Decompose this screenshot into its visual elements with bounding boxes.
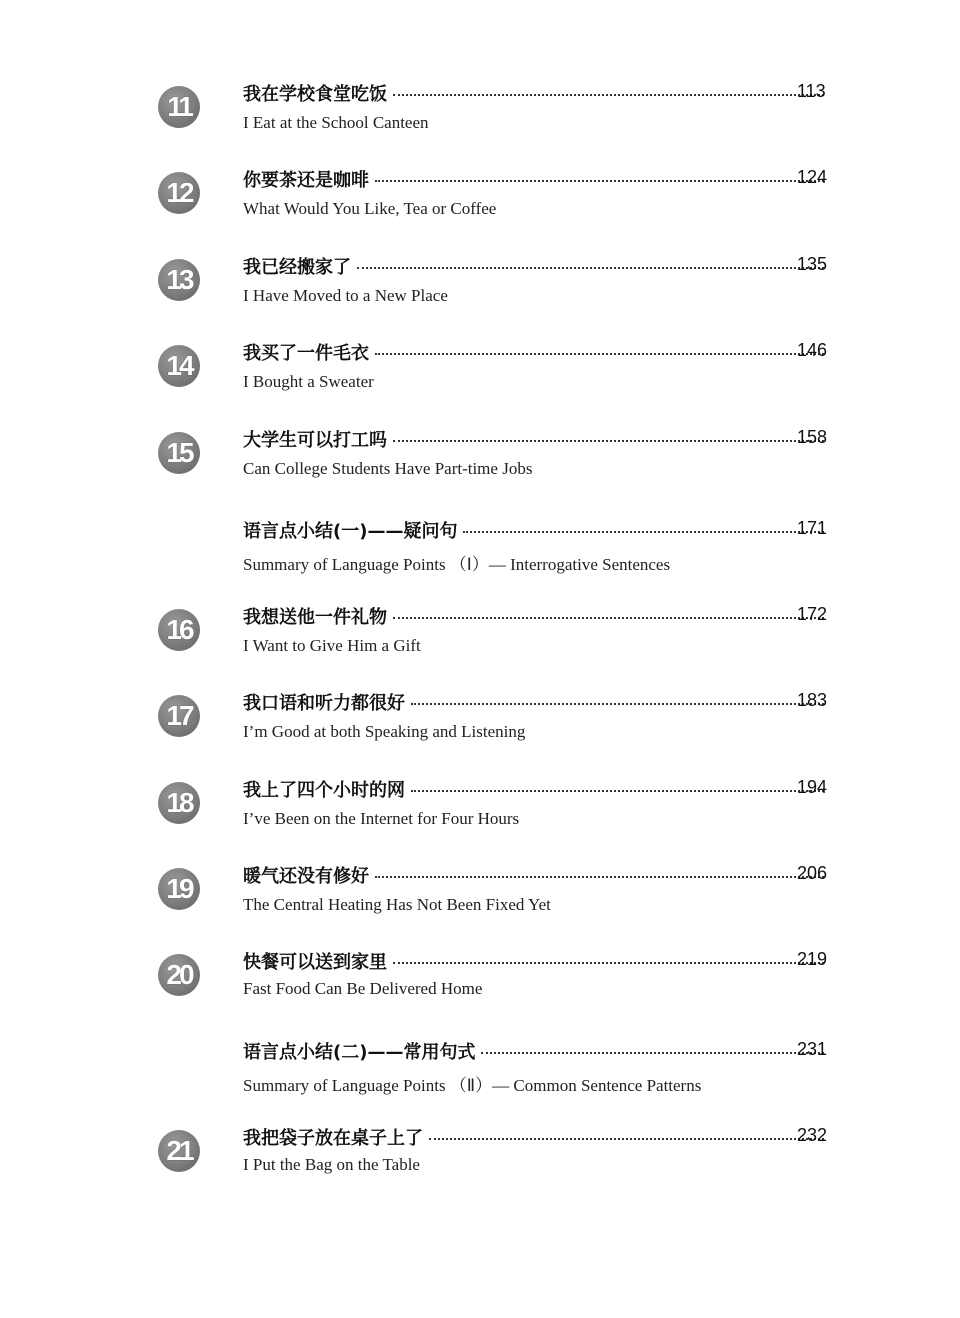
english-title: I Put the Bag on the Table: [243, 1155, 420, 1174]
toc-entry-lesson-21[interactable]: [0, 1124, 960, 1194]
english-title: The Central Heating Has Not Been Fixed Yet: [243, 895, 551, 914]
english-title: I’ve Been on the Internet for Four Hours: [243, 809, 520, 828]
page-number: 206: [797, 863, 828, 883]
title-row: [243, 1124, 830, 1150]
page-number: 113: [797, 81, 826, 101]
dot-leader: [429, 1138, 824, 1140]
chinese-title: 我想送他一件礼物: [243, 607, 387, 628]
english-title: I Bought a Sweater: [243, 372, 374, 391]
title-row: [243, 603, 830, 629]
title-row: [243, 1038, 830, 1064]
page-number: 158: [797, 427, 828, 447]
dot-leader: [393, 440, 824, 442]
page-number: 183: [797, 690, 828, 710]
english-title: Summary of Language Points （Ⅰ）— Interrogative Sentences: [243, 555, 671, 574]
chinese-title: 我在学校食堂吃饭: [243, 84, 387, 105]
toc-entry-lesson-18[interactable]: [0, 776, 960, 846]
title-row: [243, 948, 830, 974]
chinese-title: 语言点小结(一)——疑问句: [243, 521, 458, 542]
toc-entry-lesson-11[interactable]: [0, 80, 960, 150]
title-row: [243, 80, 830, 106]
dot-leader: [393, 617, 824, 619]
toc-entry-lesson-17[interactable]: [0, 689, 960, 759]
page-number: 219: [797, 949, 828, 969]
lesson-number-badge: 13: [158, 259, 200, 301]
chinese-title: 我买了一件毛衣: [243, 343, 369, 364]
dot-leader: [375, 876, 824, 878]
lesson-number-badge: 20: [158, 954, 200, 996]
dot-leader: [375, 180, 824, 182]
page-number: 231: [797, 1039, 828, 1059]
english-title: What Would You Like, Tea or Coffee: [243, 199, 497, 218]
toc-entry-lesson-12[interactable]: [0, 166, 960, 236]
dot-leader: [375, 353, 824, 355]
lesson-number-badge: 17: [158, 695, 200, 737]
chinese-title: 我把袋子放在桌子上了: [243, 1128, 423, 1149]
title-row: [243, 776, 830, 802]
lesson-number-badge: 12: [158, 172, 200, 214]
english-title: Fast Food Can Be Delivered Home: [243, 979, 483, 998]
english-title: I Have Moved to a New Place: [243, 286, 448, 305]
dot-leader: [393, 94, 824, 96]
title-row: [243, 862, 830, 888]
toc-entry-lesson-20[interactable]: [0, 948, 960, 1018]
toc-entry-lesson-13[interactable]: [0, 253, 960, 323]
toc-entry-summary-1[interactable]: [0, 517, 960, 587]
toc-entry-lesson-16[interactable]: [0, 603, 960, 673]
english-title: Summary of Language Points （Ⅱ）— Common Sentence Patterns: [243, 1076, 702, 1095]
page-number: 171: [797, 518, 828, 538]
page-number: 194: [797, 777, 828, 797]
lesson-number-badge: 18: [158, 782, 200, 824]
page-number: 124: [797, 167, 828, 187]
dot-leader: [463, 531, 824, 533]
title-row: [243, 689, 830, 715]
title-row: [243, 166, 830, 192]
chinese-title: 语言点小结(二)——常用句式: [243, 1042, 476, 1063]
title-row: [243, 426, 830, 452]
chinese-title: 我已经搬家了: [243, 257, 351, 278]
page-number: 135: [797, 254, 828, 274]
lesson-number-badge: 16: [158, 609, 200, 651]
lesson-number-badge: 19: [158, 868, 200, 910]
english-title: I Eat at the School Canteen: [243, 113, 429, 132]
page-number: 232: [797, 1125, 828, 1145]
chinese-title: 我上了四个小时的网: [243, 780, 405, 801]
lesson-number-badge: 21: [158, 1130, 200, 1172]
title-row: [243, 253, 830, 279]
toc-entry-summary-2[interactable]: [0, 1038, 960, 1108]
chinese-title: 我口语和听力都很好: [243, 693, 405, 714]
chinese-title: 大学生可以打工吗: [243, 430, 387, 451]
dot-leader: [481, 1052, 824, 1054]
chinese-title: 快餐可以送到家里: [243, 952, 387, 973]
toc-entry-lesson-19[interactable]: [0, 862, 960, 932]
title-row: [243, 517, 830, 543]
chinese-title: 暖气还没有修好: [243, 866, 369, 887]
dot-leader: [411, 703, 824, 705]
english-title: I Want to Give Him a Gift: [243, 636, 421, 655]
lesson-number-badge: 11: [158, 86, 200, 128]
page-number: 172: [797, 604, 828, 624]
lesson-number-badge: 15: [158, 432, 200, 474]
toc-entry-lesson-14[interactable]: [0, 339, 960, 409]
page-number: 146: [797, 340, 828, 360]
dot-leader: [357, 267, 824, 269]
lesson-number-badge: 14: [158, 345, 200, 387]
dot-leader: [411, 790, 824, 792]
toc-entry-lesson-15[interactable]: [0, 426, 960, 496]
english-title: Can College Students Have Part-time Jobs: [243, 459, 533, 478]
english-title: I’m Good at both Speaking and Listening: [243, 722, 526, 741]
chinese-title: 你要茶还是咖啡: [243, 170, 369, 191]
title-row: [243, 339, 830, 365]
dot-leader: [393, 962, 824, 964]
